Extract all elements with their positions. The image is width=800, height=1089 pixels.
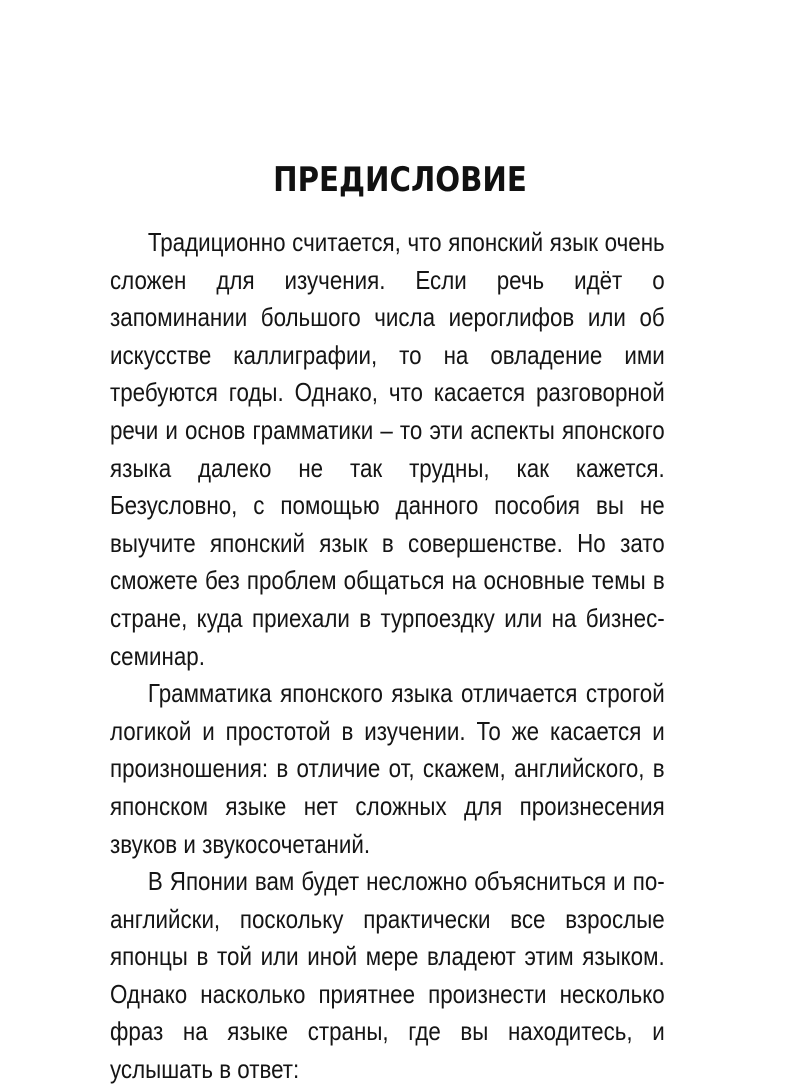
paragraph-1: Традиционно считается, что японский язык очень сложен для изучения. Если речь идёт о запоминании большого числа иероглифов или об искусстве каллиграфии, то на овладение ими требуются годы. Однако, что касается разговорной речи и основ грамматики – то эти аспекты японского языка далеко не так трудны, как кажется. Безусловно, с помощью данного пособия вы не выучите японский язык в совершенстве. Но зато сможете без проблем общаться на основные темы в стране, куда приехали в турпоездку или на бизнес-семинар. — [110, 227, 665, 671]
page-title: ПРЕДИСЛОВИЕ — [273, 160, 527, 200]
paragraph-3: В Японии вам будет несложно объясниться и по-английски, поскольку практически все взрослые японцы в той или иной мере владеют этим языком. Однако насколько приятнее произнести несколько фраз на языке страны, где вы находитесь, и услышать в ответ: — [110, 866, 665, 1085]
body-text — [110, 224, 665, 1089]
paragraph-2: Грамматика японского языка отличается строгой логикой и простотой в изучении. То же касается и произношения: в отличие от, скажем, английского, в японском языке нет сложных для произнесения звуков и звукосочетаний. — [110, 678, 665, 859]
